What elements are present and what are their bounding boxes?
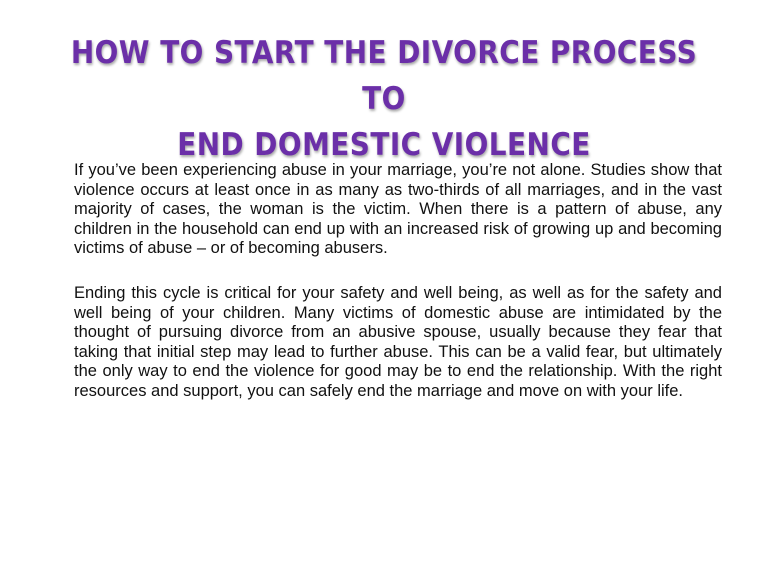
slide-title-line-2: END DOMESTIC VIOLENCE: [177, 127, 591, 163]
slide-title-line-1: HOW TO START THE DIVORCE PROCESS TO: [70, 35, 698, 117]
slide-title: [60, 30, 708, 168]
body-paragraph-1: If you’ve been experiencing abuse in your marriage, you’re not alone. Studies show that violence occurs at least once in as many as two-thirds of all marriages, and in the vast majority of cases, the woman is the victim. When there is a pattern of abuse, any children in the household can end up with an increased risk of growing up and becoming victims of abuse – or of becoming abusers.: [74, 161, 722, 258]
body-paragraph-2: Ending this cycle is critical for your safety and well being, as well as for the safety and well being of your children. Many victims of domestic abuse are intimidated by the thought of pursuing divorce from an abusive spouse, usually because they fear that taking that initial step may lead to further abuse. This can be a valid fear, but ultimately the only way to end the violence for good may be to end the relationship. With the right resources and support, you can safely end the marriage and move on with your life.: [74, 283, 722, 400]
slide-body: [74, 161, 722, 427]
